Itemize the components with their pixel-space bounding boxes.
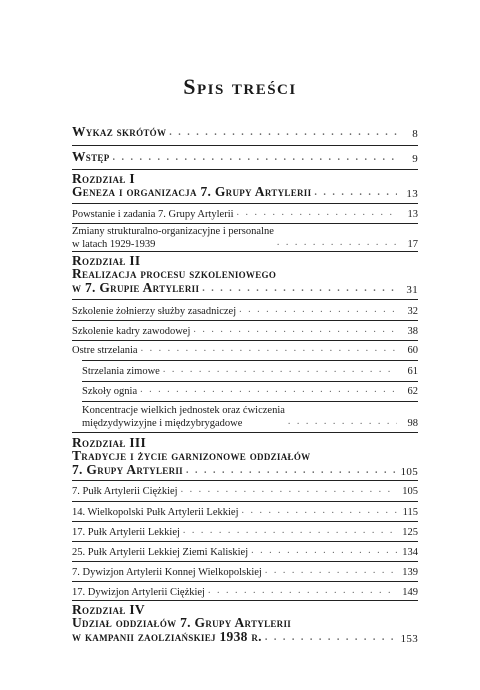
toc-page-number: 98 bbox=[407, 418, 418, 429]
toc-entry[interactable] bbox=[72, 304, 418, 317]
dot-leader bbox=[239, 304, 397, 315]
chapter-title-row[interactable] bbox=[72, 184, 418, 200]
chapter-title-line1: Udział oddziałów 7. Grupy Artylerii bbox=[72, 615, 292, 630]
separator-rule bbox=[72, 501, 418, 502]
toc-entry-label-line2: w latach 1929-1939 bbox=[72, 239, 156, 250]
toc-subentry-label: Strzelania zimowe bbox=[82, 366, 160, 377]
toc-subentry-label-line2: międzydywizyjne i międzybrygadowe bbox=[82, 418, 243, 429]
separator-rule bbox=[72, 541, 418, 542]
dot-leader bbox=[186, 465, 397, 476]
toc-entry[interactable] bbox=[72, 324, 418, 337]
page-title: Spis treści bbox=[183, 74, 297, 99]
toc-entry-skroty[interactable] bbox=[72, 124, 418, 140]
toc-page-number: 139 bbox=[402, 567, 418, 578]
toc-subentry-label-line1: Koncentracje wielkich jednostek oraz ćwiczenia bbox=[82, 405, 285, 416]
toc-page-number: 105 bbox=[402, 486, 418, 497]
dot-leader bbox=[181, 484, 397, 495]
dot-leader bbox=[113, 152, 397, 163]
toc-entry-label: 17. Pułk Artylerii Lekkiej bbox=[72, 527, 180, 538]
dot-leader bbox=[265, 632, 397, 643]
toc-entry-label-wrap bbox=[72, 225, 274, 251]
chapter-title: Geneza i organizacja 7. Grupy Artylerii bbox=[72, 184, 312, 199]
toc-entry[interactable] bbox=[72, 484, 418, 497]
toc-entry-label: Powstanie i zadania 7. Grupy Artylerii bbox=[72, 209, 234, 220]
toc-entry[interactable] bbox=[72, 225, 418, 251]
chapter-heading: Rozdział I bbox=[72, 171, 135, 186]
toc-entry[interactable] bbox=[72, 207, 418, 220]
separator-rule bbox=[82, 381, 418, 382]
dot-leader bbox=[208, 585, 397, 596]
separator-rule bbox=[72, 600, 418, 601]
toc-entry-label: Szkolenie kadry zawodowej bbox=[72, 326, 191, 337]
toc-page-number: 31 bbox=[406, 284, 418, 296]
chapter-title-line1: Tradycje i życie garnizonowe oddziałów bbox=[72, 448, 311, 463]
toc-entry-label: 25. Pułk Artylerii Lekkiej Ziemi Kaliskiej bbox=[72, 547, 249, 558]
separator-rule bbox=[82, 401, 418, 402]
toc-page-number: 8 bbox=[412, 128, 418, 140]
toc-page-number: 62 bbox=[407, 386, 418, 397]
toc-page-number: 61 bbox=[407, 366, 418, 377]
dot-leader bbox=[314, 187, 397, 198]
separator-rule bbox=[82, 360, 418, 361]
dot-leader bbox=[277, 236, 397, 249]
toc-entry-label: 17. Dywizjon Artylerii Ciężkiej bbox=[72, 587, 205, 598]
separator-rule bbox=[72, 340, 418, 341]
dot-leader bbox=[288, 415, 397, 428]
dot-leader bbox=[141, 343, 397, 354]
separator-rule bbox=[72, 145, 418, 146]
toc-page-number: 125 bbox=[402, 527, 418, 538]
toc-entry[interactable] bbox=[72, 525, 418, 538]
toc-entry-label: Ostre strzelania bbox=[72, 345, 138, 356]
toc-page-number: 153 bbox=[400, 633, 418, 645]
chapter-title-line1: Realizacja procesu szkoleniowego bbox=[72, 266, 277, 281]
separator-rule bbox=[72, 521, 418, 522]
separator-rule bbox=[72, 203, 418, 204]
dot-leader bbox=[237, 207, 397, 218]
toc-entry[interactable] bbox=[72, 565, 418, 578]
dot-leader bbox=[251, 545, 397, 556]
toc-page-number: 60 bbox=[407, 345, 418, 356]
toc-page-number: 17 bbox=[407, 239, 418, 250]
toc-subentry[interactable] bbox=[82, 384, 418, 397]
toc-page-number: 134 bbox=[402, 547, 418, 558]
toc-page-number: 13 bbox=[407, 209, 418, 220]
chapter-heading: Rozdział IV bbox=[72, 602, 145, 617]
dot-leader bbox=[193, 324, 397, 335]
chapter-heading: Rozdział II bbox=[72, 253, 141, 268]
toc-entry-label: 7. Pułk Artylerii Ciężkiej bbox=[72, 486, 178, 497]
dot-leader bbox=[140, 384, 397, 395]
toc-subentry[interactable] bbox=[82, 404, 418, 430]
toc-page-number: 115 bbox=[402, 507, 418, 518]
toc-subentry[interactable] bbox=[82, 364, 418, 377]
toc-entry-label-line1: Zmiany strukturalno-organizacyjne i personalne bbox=[72, 226, 274, 237]
separator-rule bbox=[72, 581, 418, 582]
toc-page-number: 13 bbox=[406, 188, 418, 200]
chapter-title-line2: w kampanii zaolziańskiej 1938 r. bbox=[72, 629, 262, 644]
toc-entry[interactable] bbox=[72, 585, 418, 598]
dot-leader bbox=[265, 565, 397, 576]
toc-entry-label: Szkolenie żołnierzy służby zasadniczej bbox=[72, 306, 237, 317]
chapter-title-row[interactable] bbox=[72, 629, 418, 645]
toc-entry[interactable] bbox=[72, 343, 418, 356]
dot-leader bbox=[163, 364, 397, 375]
dot-leader bbox=[169, 127, 397, 138]
separator-rule bbox=[72, 480, 418, 481]
toc-subentry-label-wrap bbox=[82, 404, 285, 430]
chapter-title-row[interactable] bbox=[72, 462, 418, 478]
toc-page-number: 9 bbox=[412, 153, 418, 165]
dot-leader bbox=[242, 505, 398, 516]
toc-page-number: 149 bbox=[402, 587, 418, 598]
toc-entry-label: Wstęp bbox=[72, 149, 110, 164]
separator-rule bbox=[72, 299, 418, 300]
chapter-title-line2: 7. Grupy Artylerii bbox=[72, 462, 183, 477]
toc-entry-wstep[interactable] bbox=[72, 149, 418, 165]
chapter-title-row[interactable] bbox=[72, 280, 418, 296]
separator-rule bbox=[72, 223, 418, 224]
toc-entry[interactable] bbox=[72, 545, 418, 558]
toc-entry[interactable] bbox=[72, 505, 418, 518]
dot-leader bbox=[202, 283, 397, 294]
toc-subentry-label: Szkoły ognia bbox=[82, 386, 138, 397]
separator-rule bbox=[72, 432, 418, 433]
separator-rule bbox=[72, 169, 418, 170]
toc-page-number: 32 bbox=[407, 306, 418, 317]
toc-page-number: 105 bbox=[400, 466, 418, 478]
separator-rule bbox=[72, 320, 418, 321]
toc-entry-label: 14. Wielkopolski Pułk Artylerii Lekkiej bbox=[72, 507, 239, 518]
chapter-heading: Rozdział III bbox=[72, 435, 146, 450]
toc-entry-label: 7. Dywizjon Artylerii Konnej Wielkopolskiej bbox=[72, 567, 262, 578]
separator-rule bbox=[72, 561, 418, 562]
dot-leader bbox=[183, 525, 397, 536]
toc-page-number: 38 bbox=[407, 326, 418, 337]
toc-entry-label: Wykaz skrótów bbox=[72, 124, 167, 139]
chapter-title-line2: w 7. Grupie Artylerii bbox=[72, 280, 200, 295]
separator-rule bbox=[72, 251, 418, 252]
